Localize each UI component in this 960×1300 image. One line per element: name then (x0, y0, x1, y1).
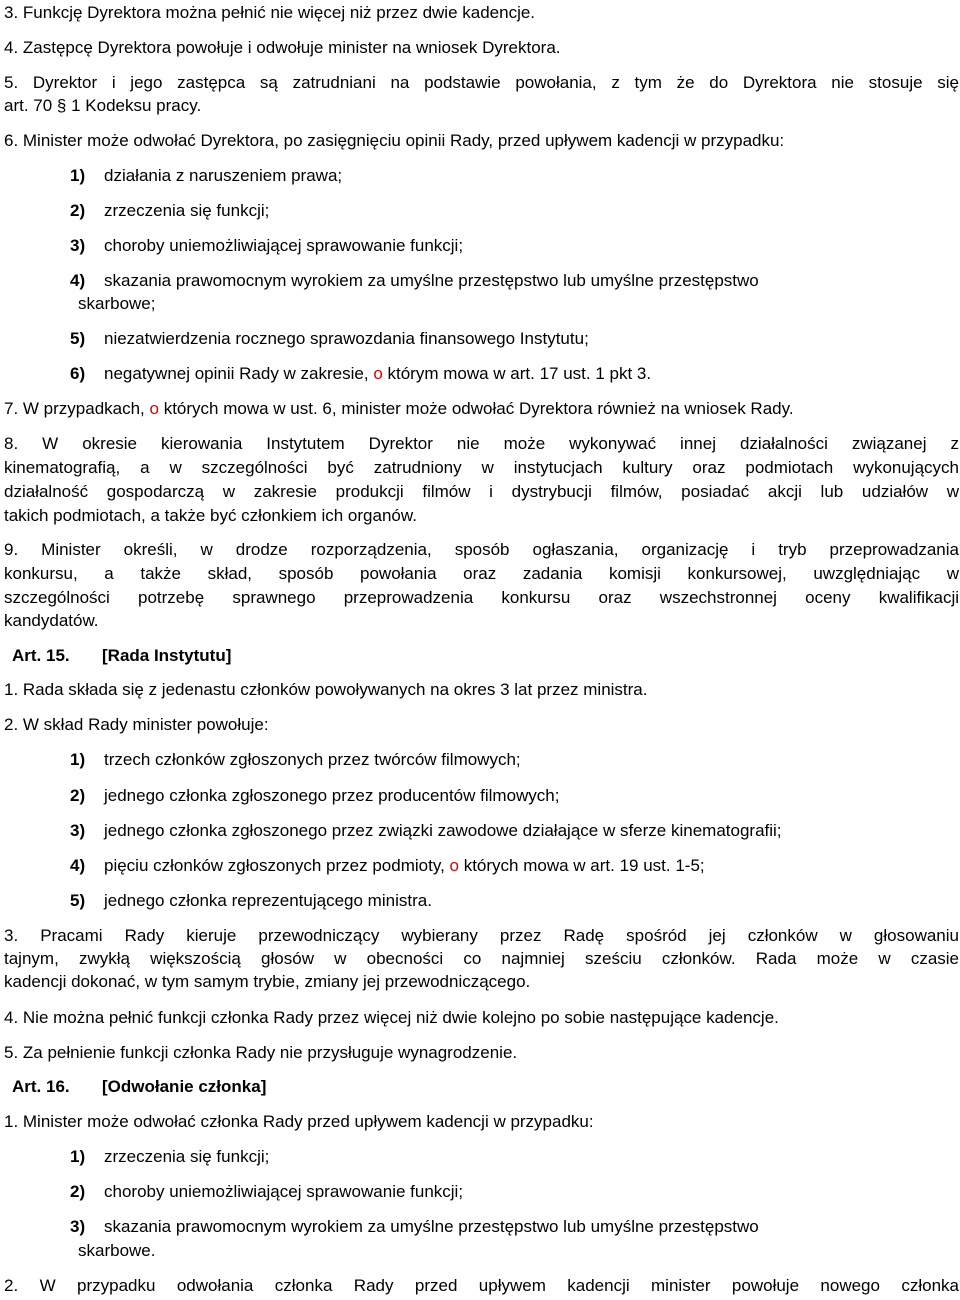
list-text: niezatwierdzenia rocznego sprawozdania finansowego Instytutu; (104, 329, 589, 348)
list-text: skazania prawomocnym wyrokiem za umyślne przestępstwo lub umyślne przestępstwo (104, 271, 759, 290)
article-15-paragraph-3-line-3: kadencji dokonać, w tym samym trybie, zmiany jej przewodniczącego. (4, 972, 531, 991)
list-text: pięciu członków zgłoszonych przez podmioty, (104, 856, 450, 875)
list-number: 3) (70, 236, 86, 255)
paragraph-8-line-3: działalność gospodarczą w zakresie produkcji filmów i dystrybucji filmów, posiadać akcji lub udziałów w (4, 482, 959, 501)
list-item (70, 1147, 269, 1167)
list-number: 2) (70, 1182, 86, 1201)
list-text: zrzeczenia się funkcji; (104, 1147, 270, 1166)
list-text: choroby uniemożliwiającej sprawowanie funkcji; (104, 236, 464, 255)
paragraph-9-line-2: konkursu, a także skład, sposób powołania oraz zadania komisji konkursowej, uwzględniając w (4, 564, 959, 583)
list-number: 5) (70, 329, 86, 348)
list-item (70, 856, 705, 876)
list-text: których mowa w art. 19 ust. 1-5; (458, 856, 705, 875)
list-number: 1) (70, 1147, 86, 1166)
paragraph-5-line-2: art. 70 § 1 Kodeksu pracy. (4, 96, 202, 115)
paragraph-4: 4. Zastępcę Dyrektora powołuje i odwołuje minister na wniosek Dyrektora. (4, 38, 561, 57)
list-item (70, 786, 559, 806)
paragraph-3: 3. Funkcję Dyrektora można pełnić nie więcej niż przez dwie kadencje. (4, 3, 536, 22)
list-item (70, 821, 782, 841)
paragraph-8-line-1: 8. W okresie kierowania Instytutem Dyrektor nie może wykonywać innej działalności związanej z (4, 434, 959, 453)
list-item (70, 271, 759, 291)
article-16-paragraph-2: 2. W przypadku odwołania członka Rady przed upływem kadencji minister powołuje nowego członka (4, 1276, 959, 1295)
list-text: choroby uniemożliwiającej sprawowanie funkcji; (104, 1182, 464, 1201)
article-16-title: [Odwołanie członka] (102, 1077, 267, 1096)
paragraph-7 (4, 399, 794, 419)
list-text: zrzeczenia się funkcji; (104, 201, 270, 220)
list-item (70, 329, 589, 349)
list-item (70, 364, 651, 384)
list-text: jednego członka zgłoszonego przez związki zawodowe działające w sferze kinematografii; (104, 821, 782, 840)
list-text: trzech członków zgłoszonych przez twórców filmowych; (104, 750, 521, 769)
list-number: 2) (70, 786, 86, 805)
paragraph-text: których mowa w ust. 6, minister może odwołać Dyrektora również na wniosek Rady. (158, 399, 794, 418)
article-15-number: Art. 15. (12, 646, 70, 665)
list-item (70, 1217, 759, 1237)
article-15-title: [Rada Instytutu] (102, 646, 232, 665)
article-15-paragraph-2: 2. W skład Rady minister powołuje: (4, 715, 269, 734)
article-15-paragraph-3-line-2: tajnym, zwykłą większością głosów w obecności co najmniej sześciu członków. Rada może w czasie (4, 949, 959, 968)
paragraph-9-line-3: szczególności potrzebę sprawnego przeprowadzenia konkursu oraz wszechstronnej oceny kwalifikacji (4, 588, 959, 607)
article-15-paragraph-5: 5. Za pełnienie funkcji członka Rady nie przysługuje wynagrodzenie. (4, 1043, 518, 1062)
highlighted-word: o (449, 856, 459, 875)
highlighted-word: o (149, 399, 159, 418)
paragraph-8-line-2: kinematografią, a w szczególności być zatrudniony w instytucjach kultury oraz podmiotach wykonujących (4, 458, 959, 477)
paragraph-5-line-1: 5. Dyrektor i jego zastępca są zatrudniani na podstawie powołania, z tym że do Dyrektora nie stosuje się (4, 73, 959, 92)
list-number: 4) (70, 271, 86, 290)
list-item-continuation: skarbowe; (78, 294, 156, 313)
list-number: 3) (70, 1217, 86, 1236)
list-text: jednego członka zgłoszonego przez producentów filmowych; (104, 786, 560, 805)
list-item (70, 236, 463, 256)
list-text: negatywnej opinii Rady w zakresie, (104, 364, 374, 383)
paragraph-6: 6. Minister może odwołać Dyrektora, po zasięgnięciu opinii Rady, przed upływem kadencji w przypadku: (4, 131, 785, 150)
paragraph-9-line-1: 9. Minister określi, w drodze rozporządzenia, sposób ogłaszania, organizację i tryb przeprowadzania (4, 540, 959, 559)
list-number: 1) (70, 750, 86, 769)
list-number: 5) (70, 891, 86, 910)
list-text: jednego członka reprezentującego ministra. (104, 891, 432, 910)
article-15-paragraph-4: 4. Nie można pełnić funkcji członka Rady przez więcej niż dwie kolejno po sobie następujące kadencje. (4, 1008, 779, 1027)
article-15-paragraph-1: 1. Rada składa się z jedenastu członków powoływanych na okres 3 lat przez ministra. (4, 680, 648, 699)
highlighted-word: o (373, 364, 383, 383)
list-item (70, 1182, 463, 1202)
list-item (70, 166, 342, 186)
list-number: 3) (70, 821, 86, 840)
list-number: 1) (70, 166, 86, 185)
list-item-continuation: skarbowe. (78, 1241, 156, 1260)
article-16-number: Art. 16. (12, 1077, 70, 1096)
article-16-paragraph-1: 1. Minister może odwołać członka Rady przed upływem kadencji w przypadku: (4, 1112, 594, 1131)
list-item (70, 750, 521, 770)
list-text: którym mowa w art. 17 ust. 1 pkt 3. (382, 364, 652, 383)
list-text: skazania prawomocnym wyrokiem za umyślne przestępstwo lub umyślne przestępstwo (104, 1217, 759, 1236)
article-15-paragraph-3-line-1: 3. Pracami Rady kieruje przewodniczący wybierany przez Radę spośród jej członków w głosowaniu (4, 926, 959, 945)
list-number: 6) (70, 364, 86, 383)
paragraph-8-line-4: takich podmiotach, a także być członkiem ich organów. (4, 506, 417, 525)
list-number: 2) (70, 201, 86, 220)
paragraph-text: 7. W przypadkach, (4, 399, 150, 418)
list-item (70, 891, 432, 911)
list-number: 4) (70, 856, 86, 875)
list-text: działania z naruszeniem prawa; (104, 166, 343, 185)
paragraph-9-line-4: kandydatów. (4, 611, 99, 630)
list-item (70, 201, 269, 221)
